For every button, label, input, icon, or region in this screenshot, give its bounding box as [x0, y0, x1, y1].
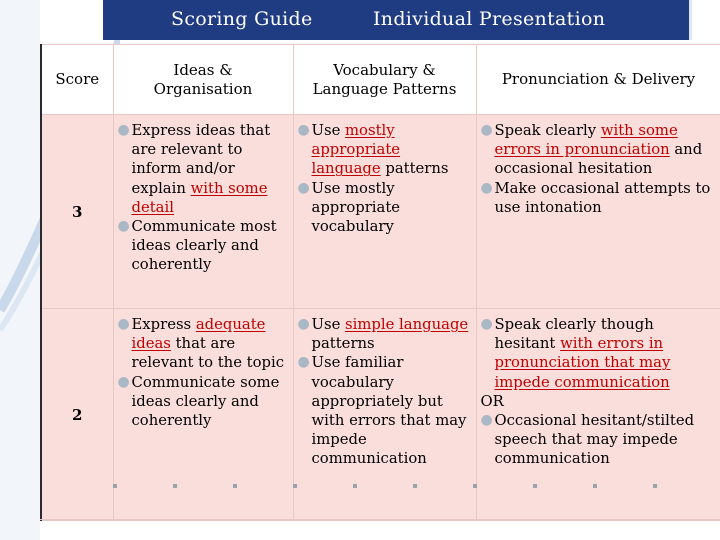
emphasis-text: with some detail: [131, 179, 268, 216]
scoring-table: [40, 44, 720, 521]
criteria-list: [294, 309, 476, 469]
table-bottom-border: [40, 519, 720, 520]
criterion-text: OR: [480, 392, 504, 410]
criterion-item: [114, 315, 293, 373]
criterion-text: Use: [311, 122, 346, 139]
criteria-list: [477, 115, 720, 217]
emphasis-text: mostly appropriate language: [311, 122, 401, 178]
criterion-text: patterns: [380, 160, 449, 178]
title-bar: [100, 0, 692, 40]
criterion-item: [477, 315, 720, 392]
bullet-icon: ●: [117, 122, 130, 138]
score-header: Score: [41, 45, 113, 115]
criterion-item: [477, 121, 720, 179]
score-value: 3: [41, 115, 113, 309]
decorative-dots: [113, 484, 673, 492]
criterion-text: and occasional hesitation: [494, 141, 703, 178]
score-value: 2: [41, 309, 113, 521]
criteria-list: [114, 115, 293, 275]
bullet-icon: ●: [480, 412, 493, 429]
criterion-item: [294, 121, 476, 179]
header-row: [41, 45, 720, 115]
criterion-text: Communicate some ideas clearly and coherently: [131, 373, 280, 430]
criterion-text: Speak clearly: [494, 122, 601, 139]
criterion-text: Use mostly appropriate vocabulary: [311, 179, 401, 236]
bullet-icon: ●: [297, 179, 310, 196]
vocab-criteria: [293, 115, 476, 309]
score-row-3: [41, 115, 720, 309]
bullet-icon: ●: [297, 316, 310, 332]
emphasis-text: adequate ideas: [131, 316, 266, 353]
bullet-icon: ●: [480, 122, 493, 138]
criterion-item: [114, 217, 293, 275]
criterion-text: Express ideas that are relevant to inform and/or explain: [131, 122, 271, 197]
bullet-icon: ●: [297, 354, 310, 371]
criteria-list: [477, 309, 720, 469]
criterion-item: [477, 392, 720, 411]
criterion-text: that are relevant to the topic: [131, 335, 285, 372]
pron-criteria: [476, 115, 720, 309]
criterion-text: Communicate most ideas clearly and coherently: [131, 218, 277, 274]
emphasis-text: with errors in pronunciation that may impede communication: [494, 335, 671, 391]
criteria-list: [114, 309, 293, 430]
bullet-icon: ●: [297, 122, 310, 138]
criterion-text: Use familiar vocabulary appropriately but with errors that may impede communication: [311, 354, 467, 468]
ideas-criteria: [113, 115, 293, 309]
bullet-icon: ●: [480, 179, 493, 196]
criteria-list: [294, 115, 476, 236]
pron-header: Pronunciation & Delivery: [476, 45, 720, 115]
ideas-header: Ideas & Organisation: [113, 45, 293, 115]
bullet-icon: ●: [480, 316, 493, 332]
emphasis-text: with some errors in pronunciation: [494, 122, 678, 159]
presentation-title: Individual Presentation: [373, 8, 606, 30]
bullet-icon: ●: [117, 218, 130, 235]
criterion-text: patterns: [311, 335, 375, 353]
criterion-text: Use: [311, 316, 346, 333]
criterion-text: Speak clearly though hesitant: [494, 316, 654, 353]
emphasis-text: simple language: [345, 316, 469, 333]
bullet-icon: ●: [117, 373, 130, 390]
bullet-icon: ●: [117, 316, 130, 332]
criterion-text: Express: [131, 316, 196, 333]
vocab-header: Vocabulary & Language Patterns: [293, 45, 476, 115]
criterion-item: [477, 411, 720, 469]
scoring-guide-title: Scoring Guide: [171, 8, 313, 30]
criterion-text: Make occasional attempts to use intonation: [494, 179, 711, 216]
criterion-item: [114, 373, 293, 431]
criterion-item: [114, 121, 293, 217]
criterion-item: [294, 353, 476, 468]
criterion-item: [477, 179, 720, 217]
criterion-item: [294, 315, 476, 353]
criterion-text: Occasional hesitant/stilted speech that may impede communication: [494, 412, 695, 468]
criterion-item: [294, 179, 476, 237]
